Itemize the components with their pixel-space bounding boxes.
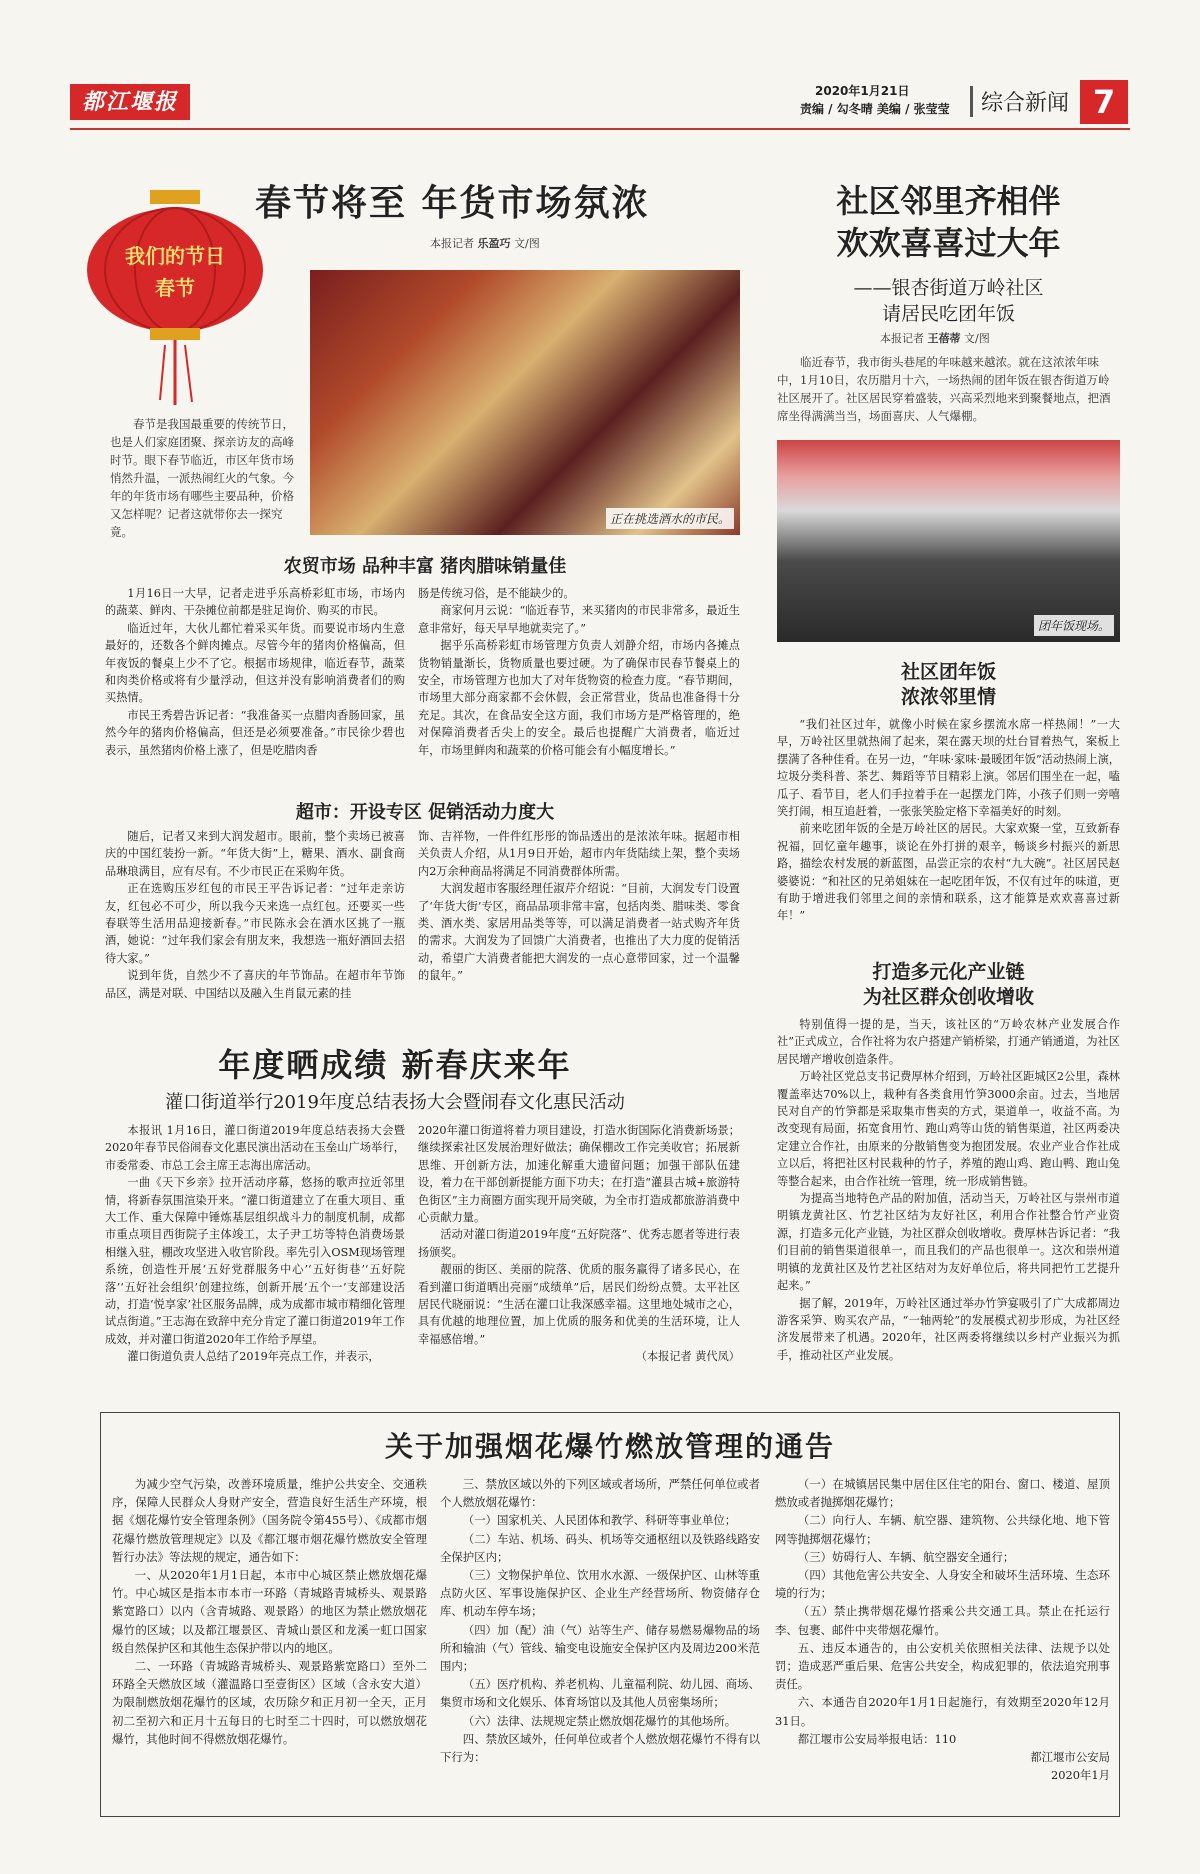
year-article-subtitle: 灌口街道举行2019年度总结表扬大会暨闹春文化惠民活动 <box>165 1092 625 1113</box>
paragraph: 灌口街道负责人总结了2019年亮点工作，并表示， <box>127 1350 380 1364</box>
section1-col1 <box>105 585 405 759</box>
paragraph: 二、一环路（青城路青城桥头、观景路紫宽路口）至外二环路全天燃放区域（灌温路口至壹街区）区域（含永安大道）为限制燃放烟花爆竹的区域，农历除夕和正月初一全天，正月初二至初六和正月十五每日的七时至二十四时，可以燃放烟花爆竹，其他时间不得燃放烟花爆竹。 <box>112 1659 427 1746</box>
right-sec2-title-line1: 打造多元化产业链 <box>872 961 1025 983</box>
paragraph: 肠是传统习俗，是不能缺少的。 <box>418 587 575 600</box>
paragraph: 市民王秀碧告诉记者：“我准备买一点腊肉香肠回家，虽然今年的猪肉价格偏高，但还是必须要准备。”市民徐少碧也表示，虽然猪肉价格上涨了，但是吃腊肉香 <box>105 708 405 757</box>
paragraph: 2020年灌口街道将着力项目建设，打造水街国际化消费新场景；继续探索社区发展治理好做法；确保棚改工作完美收官；拓展新思维、开创新方法，加速化解重大遗留问题；加强干部队伍建设，着力在干部创新提能方面下功夫；在打造“灌县古城+旅游特色街区”主力商圈方面实现开局突破，为全市打造成都旅游消费中心贡献力量。 <box>418 1124 740 1225</box>
paragraph: 本报讯 1月16日，灌口街道2019年度总结表扬大会暨2020年春节民俗闹春文化惠民演出活动在玉垒山广场举行，市委常委、市总工会主席王志海出席活动。 <box>105 1124 405 1172</box>
lantern-illustration <box>80 190 270 410</box>
notice-sign-org: 都江堰市公安局 <box>1030 1750 1110 1765</box>
paragraph: 为减少空气污染，改善环境质量，维护公共安全、交通秩序，保障人民群众人身财产安全，营造良好生活生产环境，根据《烟花爆竹安全管理条例》（国务院令第455号）、《成都市烟花爆竹燃放管理规定》以及《都江堰市烟花爆竹燃放安全管理暂行办法》等法规的规定，通告如下： <box>112 1477 427 1564</box>
paragraph: 1月16日一大早，记者走进乎乐高桥彩虹市场，市场内的蔬菜、鲜肉、干杂摊位前都是驻足询价、购买的市民。 <box>105 587 405 618</box>
right-sec2-body <box>777 1016 1120 1364</box>
right-article-byline <box>880 330 990 346</box>
paragraph: 都江堰市公安局举报电话：110 <box>797 1731 957 1746</box>
right-sec1-title <box>777 660 1120 710</box>
right-sec1-title-line1: 社区团年饭 <box>900 661 996 683</box>
paragraph: “我们社区过年，就像小时候在家乡摆流水席一样热闹！”一大早，万岭社区里就热闹了起来，架在露天坝的灶台冒着热气，案板上摆满了各种佳肴。在另一边，“年味·家味·最暖团年饭”活动热闹上演，垃圾分类科普、茶艺、舞蹈等节目精彩上演。邻居们围坐在一起，嗑瓜子、看节目，老人们手拉着手在一起摆龙门阵，小孩子们则一旁嘻笑打闹，相互追赶着，一张张笑脸定格下幸福美好的时刻。 <box>777 718 1120 819</box>
lantern-text-2: 春节 <box>155 276 195 300</box>
newspaper-logo[interactable]: 都江堰报 <box>70 84 190 120</box>
right-title-line1: 社区邻里齐相伴 <box>836 182 1061 220</box>
byline-prefix: 本报记者 <box>430 237 474 250</box>
paragraph: （二）向行人、车辆、航空器、建筑物、公共绿化地、地下管网等抛掷烟花爆竹； <box>775 1513 1110 1546</box>
main-article-title: 春节将至 年货市场氛浓 <box>255 183 650 224</box>
paragraph: （四）加（配）油（气）站等生产、储存易燃易爆物品的场所和输油（气）管线、输变电设施安全保护区内及周边200米范围内； <box>440 1622 760 1674</box>
year-article-byline: （本报记者 黄代凤） <box>635 1350 740 1364</box>
page-number: 7 <box>1080 80 1128 124</box>
paragraph: 大润发超市客服经理任淑芹介绍说：“目前，大润发专门设置了‘年货大街’专区，商品品项非常丰富，包括肉类、腊味类、零食类、酒水类、家居用品类等等，可以满足消费者一站式购齐年货的需求。大润发为了回馈广大消费者，也推出了大力度的促销活动，希望广大消费者能把大润发的一点心意带回家，过一个温馨的鼠年。” <box>418 882 740 983</box>
right-article-title <box>777 180 1120 264</box>
section1-col2 <box>418 585 740 759</box>
paragraph: 六、本通告自2020年1月1日起施行，有效期至2020年12月31日。 <box>775 1695 1110 1728</box>
paragraph: （四）其他危害公共安全、人身安全和破坏生活环境、生态环境的行为； <box>775 1568 1110 1601</box>
right-sec1-title-line2: 浓浓邻里情 <box>900 686 996 708</box>
byline-suffix: 文/图 <box>514 237 540 250</box>
notice-col2 <box>440 1475 760 1766</box>
paragraph: 一曲《天下乡亲》拉开活动序幕，悠扬的歌声拉近邻里情，将新春氛围渲染开来。“灌口街道建立了在重大项目、重大工作、重大保障中锤炼基层组织战斗力的制度机制，成都市重点项目西街院子主体竣工，太子尹工坊等特色消费场景相继入驻，棚改攻坚进入收官阶段。率先引入OSM现场管理系统，创造性开展‘五好党群服务中心’‘五好街巷’‘五好院落’‘五好社会组织’创建拉练，创新开展‘五个一’支部建设活动，打造‘悦享家’社区服务品牌，成为成都市城市精细化管理试点街道。”王志海在致辞中充分肯定了灌口街道2019年工作成效，并对灌口街道2020年工作给予厚望。 <box>105 1176 405 1346</box>
issue-date: 2020年1月21日 <box>815 84 910 98</box>
year-col2 <box>418 1122 740 1366</box>
paragraph: （五）禁止携带烟花爆竹搭乘公共交通工具。禁止在托运行李、包裹、邮件中夹带烟花爆竹。 <box>775 1604 1110 1637</box>
main-article-byline <box>430 235 540 251</box>
byline-prefix: 本报记者 <box>880 332 924 345</box>
paragraph: （三）文物保护单位、饮用水水源、一级保护区、山林等重点防火区、军事设施保护区、企业生产经营场所、物资储存仓库、机动车停车场； <box>440 1568 760 1619</box>
paragraph: 三、禁放区域以外的下列区域或者场所，严禁任何单位或者个人燃放烟花爆竹： <box>440 1477 760 1510</box>
section-name: 综合新闻 <box>970 86 1069 117</box>
notice-title: 关于加强烟花爆竹燃放管理的通告 <box>384 1430 835 1463</box>
byline-suffix: 文/图 <box>964 332 990 345</box>
right-sec2-title-line2: 为社区群众创收增收 <box>862 986 1034 1008</box>
paragraph: （一）国家机关、人民团体和教学、科研等事业单位； <box>462 1513 737 1528</box>
section2-title: 超市：开设专区 促销活动力度大 <box>295 802 555 823</box>
paragraph: 说到年货，自然少不了喜庆的年节饰品。在超市年节饰品区，满是对联、中国结以及融入生肖鼠元素的挂 <box>105 969 405 1000</box>
market-photo <box>310 270 740 535</box>
paragraph: 正在选购压岁红包的市民王平告诉记者：“过年走亲访友，红包必不可少，所以我今天来选一点红包。还要买一些春联等生活用品迎接新春。”市民陈永会在酒水区挑了一瓶酒，她说：“过年我们家会有朋友来，我想选一瓶好酒回去招待大家。” <box>105 882 405 965</box>
right-article-intro: 临近春节，我市街头巷尾的年味越来越浓。就在这浓浓年味中，1月10日，农历腊月十六，一场热闹的团年饭在银杏街道万岭社区展开了。社区居民穿着盛装，兴高采烈地来到聚餐地点，把酒席坐得满满当当，场面喜庆、人气爆棚。 <box>777 355 1111 423</box>
year-article-title: 年度晒成绩 新春庆来年 <box>218 1046 572 1084</box>
paragraph: （二）车站、机场、码头、机场等交通枢纽以及铁路线路安全保护区内； <box>440 1531 760 1564</box>
paragraph: 临近过年，大伙儿都忙着采买年货。而要说市场内生意最好的，还数各个鲜肉摊点。尽管今年的猪肉价格偏高，但年夜饭的餐桌上少不了它。根据市场规律，临近春节，蔬菜和肉类价格或将有少量浮动，但这并没有影响消费者们的购买热情。 <box>105 621 405 705</box>
notice-sign-date: 2020年1月 <box>1050 1768 1110 1783</box>
banquet-photo-caption: 团年饭现场。 <box>1034 615 1114 636</box>
notice-col1 <box>112 1475 427 1748</box>
paragraph: 据乎乐高桥彩虹市场管理方负责人刘静介绍，市场内各摊点货物销量渐长，货物质量也要过硬。为了确保市民春节餐桌上的安全，市场管理方也加大了对年货物资的检查力度。“春节期间，市场里大部分商家都不会休假，会正常营业，货品也准备得十分充足。其次，在食品安全这方面，我们市场方是严格管理的，绝对保障消费者舌尖上的安全。最后也提醒广大消费者，临近过年，市场里鲜肉和蔬菜的价格可能会有小幅度增长。” <box>418 639 740 757</box>
right-title-line2: 欢欢喜喜过大年 <box>836 224 1061 262</box>
right-article-subtitle <box>777 275 1120 327</box>
banquet-photo <box>777 440 1120 642</box>
right-sub-line2: 请居民吃团年饭 <box>881 303 1015 325</box>
paragraph: （六）法律、法规规定禁止燃放烟花爆竹的其他场所。 <box>462 1713 737 1728</box>
paragraph: 活动对灌口街道2019年度“五好院落”、优秀志愿者等进行表扬颁奖。 <box>418 1228 740 1259</box>
notice-col3 <box>775 1475 1110 1784</box>
paragraph: 靓丽的街区、美丽的院落、优质的服务赢得了诸多民心，在看到灌口街道晒出亮丽“成绩单”后，居民们纷纷点赞。太平社区居民代晓丽说：“生活在灌口让我深感幸福。这里地处城市之心，具有优越的地理位置，加上优质的服务和优美的生活环境，让人幸福感倍增。” <box>418 1263 740 1346</box>
paragraph: 据了解，2019年，万岭社区通过举办竹笋宴吸引了广大成都周边游客采笋、购买农产品，“一轴两轮”的发展模式初步形成，为社区经济发展带来了机遇。2020年，社区两委将继续以乡村产业振兴为抓手，推动社区产业发展。 <box>777 1296 1120 1362</box>
paragraph: 特别值得一提的是，当天，该社区的“万岭农林产业发展合作社”正式成立，合作社将为农户搭建产销桥梁，打通产销通道，为社区居民增产增收创造条件。 <box>777 1018 1120 1066</box>
paragraph: 万岭社区党总支书记费厚林介绍到，万岭社区距城区2公里，森林覆盖率达70%以上，栽种有各类食用竹笋3000余亩。过去，当地居民对自产的竹笋都是采取集市售卖的方式，渠道单一，收益不高。为改变现有局面，拓宽食用竹、跑山鸡等山货的销售渠道，社区两委决定建立合作社，由原来的分散销售变为抱团发展。农业产业合作社成立以后，将把社区村民栽种的竹子，养殖的跑山鸡、跑山鸭、跑山兔等整合起来，由合作社统一管理，统一形成销售链。 <box>777 1070 1120 1188</box>
masthead <box>70 80 1130 130</box>
paragraph: （一）在城镇居民集中居住区住宅的阳台、窗口、楼道、屋顶燃放或者抛掷烟花爆竹； <box>775 1477 1110 1510</box>
paragraph: 五、违反本通告的，由公安机关依照相关法律、法规予以处罚；造成恶严重后果、危害公共安全，构成犯罪的，依法追究刑事责任。 <box>775 1640 1110 1692</box>
byline-name: 王蓓蒂 <box>927 332 961 345</box>
paragraph: 商家何月云说：“临近春节，来买猪肉的市民非常多，最近生意非常好，每天早早地就卖完了。” <box>418 604 740 635</box>
paragraph: 饰、吉祥物，一件件红彤彤的饰品透出的是浓浓年味。据超市相关负责人介绍，从1月9日开始，超市内年货陆续上架，整个卖场内2万余种商品将满足不同消费群体所需。 <box>418 830 740 878</box>
paragraph: 四、禁放区域外，任何单位或者个人燃放烟花爆竹不得有以下行为： <box>440 1731 760 1765</box>
right-sec1-body <box>777 716 1120 925</box>
editors-line: 责编 / 勾冬晴 美编 / 张莹莹 <box>800 102 950 116</box>
paragraph: 随后，记者又来到大润发超市。眼前，整个卖场已被喜庆的中国红装扮一新。“年货大街”上，糖果、酒水、副食商品琳琅满目，应有尽有。不少市民正在采购年货。 <box>105 830 405 878</box>
section2-col1 <box>105 828 405 1002</box>
paragraph: （三）妨碍行人、车辆、航空器安全通行； <box>797 1549 1015 1564</box>
lantern-text-1: 我们的节日 <box>125 244 225 268</box>
right-sec2-title <box>777 960 1120 1010</box>
paragraph: 为提高当地特色产品的附加值，活动当天，万岭社区与崇州市道明镇龙黄社区、竹艺社区结为友好社区，利用合作社整合竹产业资源，打造多元化产业链，为社区群众创收增收。费厚林告诉记者：“我们目前的销售渠道很单一，而且我们的产品也很单一。这次和崇州道明镇的龙黄社区及竹艺社区结对为友好单位后，将共同把竹工艺提升起来。” <box>777 1192 1120 1293</box>
byline-name: 乐盈巧 <box>477 237 511 250</box>
main-article-intro: 春节是我国最重要的传统节日，也是人们家庭团聚、探亲访友的高峰时节。眼下春节临近，市区年货市场悄然升温，一派热闹红火的气象。今年的年货市场有哪些主要品种，价格又怎样呢？记者这就带你去一探究竟。 <box>110 417 294 539</box>
market-photo-caption: 正在挑选酒水的市民。 <box>606 508 734 529</box>
paragraph: 前来吃团年饭的全是万岭社区的居民。大家欢聚一堂，互致新春祝福，回忆童年趣事，谈论在外打拼的艰辛，畅谈乡村振兴的新思路，描绘农村发展的新蓝图，品尝正宗的农村“九大碗”。社区居民赵婆婆说：“和社区的兄弟姐妹在一起吃团年饭，不仅有过年的味道，更有助于增进我们邻里之间的亲情和联系，这才能算是欢欢喜喜过新年！” <box>777 822 1120 923</box>
year-col1 <box>105 1122 405 1366</box>
paragraph: （五）医疗机构、养老机构、儿童福利院、幼儿园、商场、集贸市场和文化娱乐、体育场馆以及其他人员密集场所； <box>440 1677 760 1710</box>
right-sub-line1: ——银杏街道万岭社区 <box>853 277 1044 299</box>
section1-title: 农贸市场 品种丰富 猪肉腊味销量佳 <box>283 556 567 577</box>
paragraph: 一、从2020年1月1日起，本市中心城区禁止燃放烟花爆竹。中心城区是指本市本市一环路（青城路青城桥头、观景路紫宽路口）以内（含青城路、观景路）的地区为禁止燃放烟花爆竹的区域；以及都江堰景区、青城山景区和龙溪一虹口国家级自然保护区和其他生态保护带以内的地区。 <box>112 1568 427 1655</box>
section2-col2 <box>418 828 740 985</box>
